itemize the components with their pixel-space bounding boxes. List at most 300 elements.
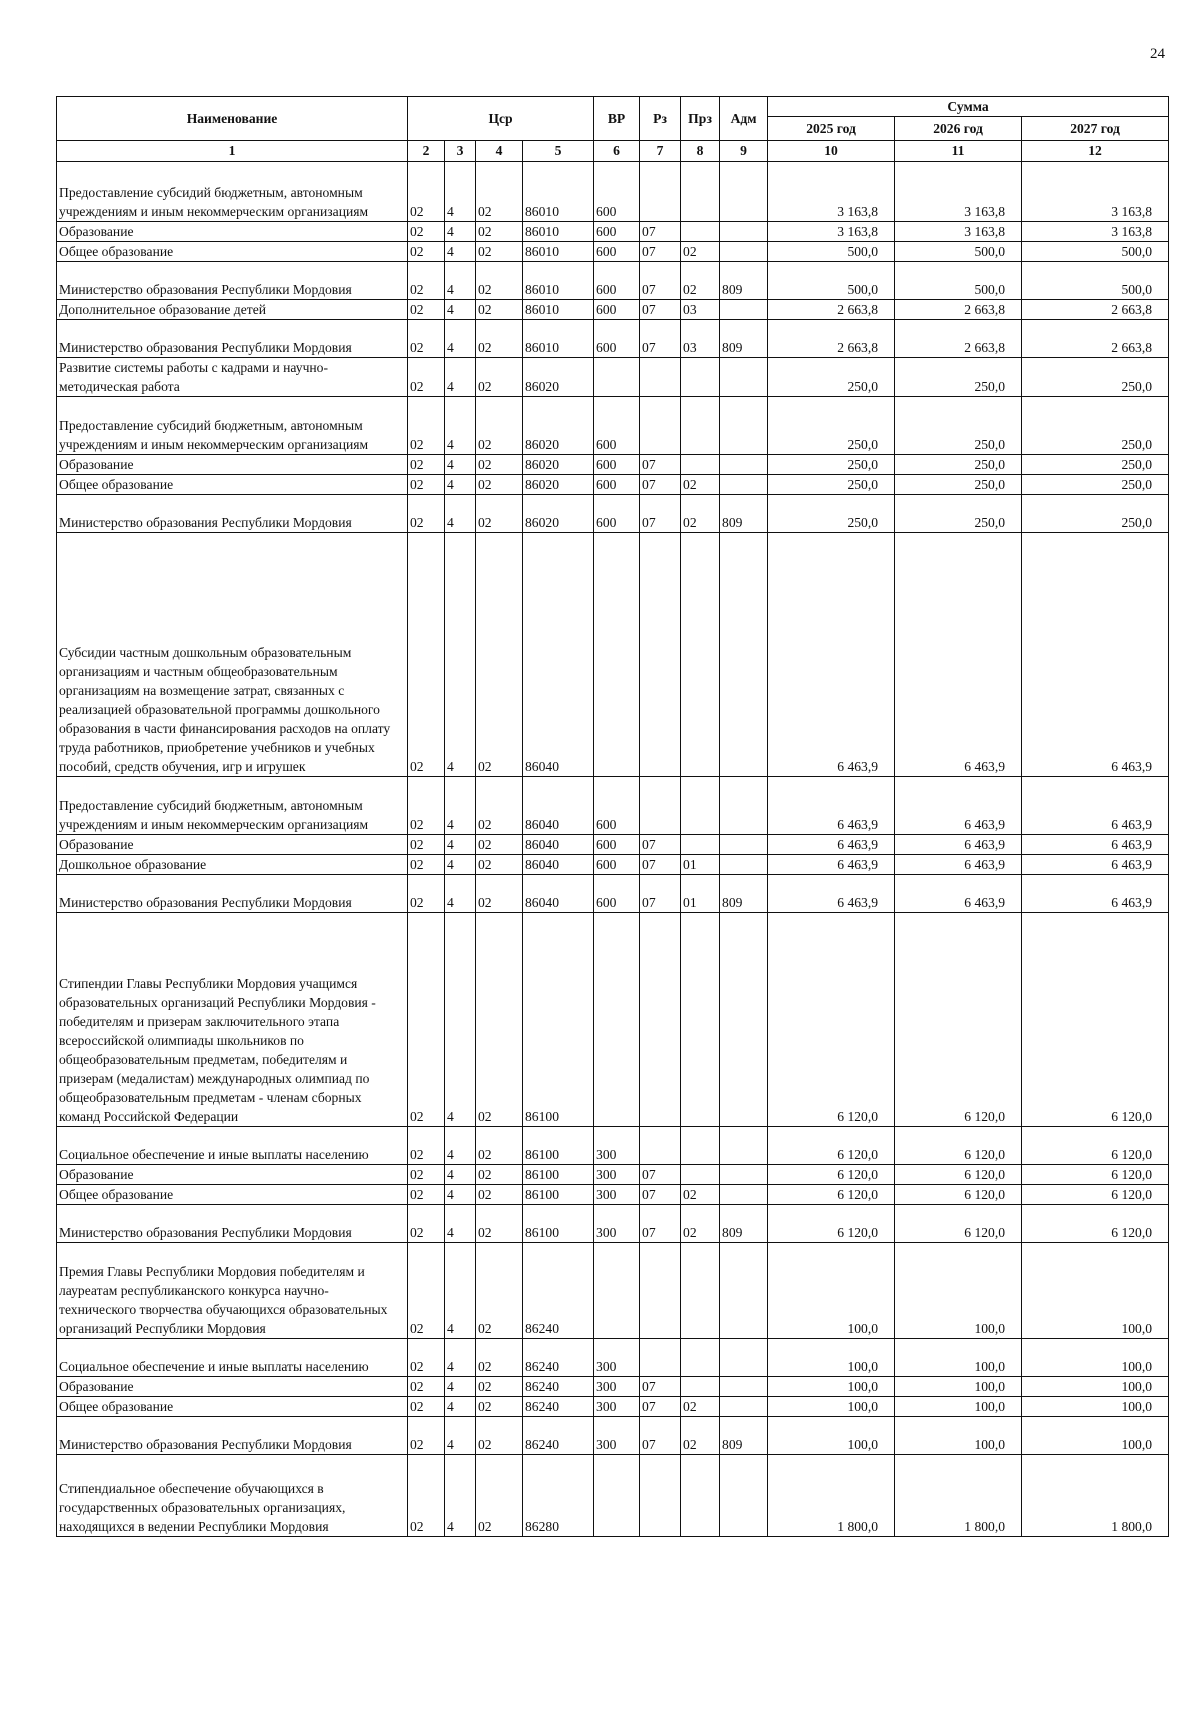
amount-2025: 6 463,9 — [768, 777, 895, 835]
table-row — [57, 397, 1169, 455]
code-prz — [681, 1127, 720, 1165]
code-5: 86020 — [523, 475, 594, 495]
amount-2025: 6 120,0 — [768, 1185, 895, 1205]
amount-2025: 100,0 — [768, 1243, 895, 1339]
row-name: Общее образование — [57, 242, 408, 262]
table-row — [57, 1205, 1169, 1243]
table-row — [57, 1417, 1169, 1455]
code-3: 4 — [445, 777, 476, 835]
code-5: 86040 — [523, 835, 594, 855]
code-rz: 07 — [640, 242, 681, 262]
code-3: 4 — [445, 1417, 476, 1455]
code-4: 02 — [476, 495, 523, 533]
amount-2025: 6 463,9 — [768, 855, 895, 875]
column-number: 10 — [768, 141, 895, 162]
amount-2027: 6 463,9 — [1022, 835, 1169, 855]
code-5: 86040 — [523, 777, 594, 835]
amount-2026: 100,0 — [895, 1377, 1022, 1397]
code-4: 02 — [476, 1205, 523, 1243]
code-2: 02 — [408, 262, 445, 300]
code-3: 4 — [445, 1185, 476, 1205]
code-2: 02 — [408, 1339, 445, 1377]
code-rz: 07 — [640, 1377, 681, 1397]
table-row — [57, 855, 1169, 875]
code-4: 02 — [476, 1455, 523, 1537]
amount-2025: 6 463,9 — [768, 875, 895, 913]
code-3: 4 — [445, 835, 476, 855]
code-prz: 02 — [681, 1205, 720, 1243]
amount-2027: 6 463,9 — [1022, 855, 1169, 875]
code-3: 4 — [445, 358, 476, 397]
column-number: 8 — [681, 141, 720, 162]
code-prz: 02 — [681, 1417, 720, 1455]
amount-2026: 6 120,0 — [895, 1127, 1022, 1165]
code-2: 02 — [408, 358, 445, 397]
row-name: Предоставление субсидий бюджетным, автономным учреждениям и иным некоммерческим организациям — [57, 777, 408, 835]
amount-2026: 3 163,8 — [895, 162, 1022, 222]
amount-2026: 1 800,0 — [895, 1455, 1022, 1537]
code-2: 02 — [408, 1455, 445, 1537]
amount-2027: 6 120,0 — [1022, 1185, 1169, 1205]
code-2: 02 — [408, 1417, 445, 1455]
code-vr: 300 — [594, 1397, 640, 1417]
code-rz: 07 — [640, 1185, 681, 1205]
row-name: Образование — [57, 222, 408, 242]
code-prz — [681, 835, 720, 855]
code-4: 02 — [476, 777, 523, 835]
column-number: 1 — [57, 141, 408, 162]
code-prz — [681, 533, 720, 777]
code-2: 02 — [408, 835, 445, 855]
amount-2027: 100,0 — [1022, 1417, 1169, 1455]
code-rz — [640, 533, 681, 777]
code-5: 86240 — [523, 1377, 594, 1397]
column-number: 11 — [895, 141, 1022, 162]
code-4: 02 — [476, 1417, 523, 1455]
code-adm — [720, 300, 768, 320]
amount-2027: 100,0 — [1022, 1397, 1169, 1417]
table-row — [57, 1377, 1169, 1397]
code-5: 86100 — [523, 1185, 594, 1205]
code-prz: 02 — [681, 262, 720, 300]
code-3: 4 — [445, 495, 476, 533]
code-rz — [640, 913, 681, 1127]
code-vr: 300 — [594, 1377, 640, 1397]
code-vr: 600 — [594, 777, 640, 835]
amount-2027: 2 663,8 — [1022, 320, 1169, 358]
code-2: 02 — [408, 777, 445, 835]
amount-2025: 100,0 — [768, 1377, 895, 1397]
code-5: 86100 — [523, 1127, 594, 1165]
code-4: 02 — [476, 358, 523, 397]
amount-2026: 500,0 — [895, 242, 1022, 262]
code-adm — [720, 397, 768, 455]
header-2027: 2027 год — [1022, 117, 1169, 141]
amount-2026: 250,0 — [895, 475, 1022, 495]
code-vr: 600 — [594, 300, 640, 320]
amount-2026: 100,0 — [895, 1397, 1022, 1417]
amount-2027: 6 120,0 — [1022, 1165, 1169, 1185]
amount-2027: 250,0 — [1022, 358, 1169, 397]
amount-2025: 6 463,9 — [768, 533, 895, 777]
row-name: Общее образование — [57, 1397, 408, 1417]
code-vr: 300 — [594, 1339, 640, 1377]
code-vr: 600 — [594, 320, 640, 358]
amount-2026: 6 120,0 — [895, 1185, 1022, 1205]
code-vr — [594, 1455, 640, 1537]
code-2: 02 — [408, 162, 445, 222]
code-3: 4 — [445, 1243, 476, 1339]
code-2: 02 — [408, 875, 445, 913]
code-4: 02 — [476, 397, 523, 455]
amount-2027: 6 463,9 — [1022, 777, 1169, 835]
code-5: 86040 — [523, 855, 594, 875]
code-prz — [681, 1243, 720, 1339]
code-vr: 300 — [594, 1165, 640, 1185]
amount-2026: 6 120,0 — [895, 1205, 1022, 1243]
amount-2026: 2 663,8 — [895, 320, 1022, 358]
code-5: 86010 — [523, 262, 594, 300]
row-name: Образование — [57, 1165, 408, 1185]
column-number: 3 — [445, 141, 476, 162]
code-prz: 02 — [681, 475, 720, 495]
amount-2026: 6 463,9 — [895, 835, 1022, 855]
code-2: 02 — [408, 1205, 445, 1243]
code-vr — [594, 533, 640, 777]
amount-2025: 6 463,9 — [768, 835, 895, 855]
amount-2025: 100,0 — [768, 1397, 895, 1417]
code-4: 02 — [476, 455, 523, 475]
code-2: 02 — [408, 913, 445, 1127]
amount-2026: 6 463,9 — [895, 875, 1022, 913]
column-number: 6 — [594, 141, 640, 162]
amount-2026: 6 120,0 — [895, 913, 1022, 1127]
code-prz: 03 — [681, 300, 720, 320]
row-name: Министерство образования Республики Мордовия — [57, 320, 408, 358]
code-rz: 07 — [640, 875, 681, 913]
amount-2025: 250,0 — [768, 495, 895, 533]
code-vr — [594, 1243, 640, 1339]
amount-2025: 6 120,0 — [768, 913, 895, 1127]
code-adm — [720, 835, 768, 855]
code-vr: 300 — [594, 1417, 640, 1455]
code-adm — [720, 222, 768, 242]
code-adm — [720, 855, 768, 875]
amount-2027: 3 163,8 — [1022, 162, 1169, 222]
code-5: 86010 — [523, 162, 594, 222]
code-4: 02 — [476, 1339, 523, 1377]
amount-2025: 250,0 — [768, 455, 895, 475]
code-5: 86240 — [523, 1417, 594, 1455]
code-5: 86010 — [523, 300, 594, 320]
code-4: 02 — [476, 320, 523, 358]
column-number: 7 — [640, 141, 681, 162]
code-vr: 600 — [594, 495, 640, 533]
row-name: Министерство образования Республики Мордовия — [57, 1417, 408, 1455]
code-prz: 01 — [681, 855, 720, 875]
code-rz: 07 — [640, 835, 681, 855]
table-row — [57, 1397, 1169, 1417]
table-row — [57, 455, 1169, 475]
code-5: 86040 — [523, 875, 594, 913]
code-5: 86240 — [523, 1339, 594, 1377]
code-prz: 01 — [681, 875, 720, 913]
code-3: 4 — [445, 913, 476, 1127]
code-4: 02 — [476, 533, 523, 777]
code-2: 02 — [408, 1397, 445, 1417]
code-prz — [681, 1339, 720, 1377]
row-name: Социальное обеспечение и иные выплаты населению — [57, 1339, 408, 1377]
row-name: Министерство образования Республики Мордовия — [57, 262, 408, 300]
code-prz — [681, 913, 720, 1127]
code-rz — [640, 777, 681, 835]
code-3: 4 — [445, 855, 476, 875]
code-5: 86020 — [523, 358, 594, 397]
code-adm: 809 — [720, 1417, 768, 1455]
amount-2026: 100,0 — [895, 1339, 1022, 1377]
code-3: 4 — [445, 533, 476, 777]
header-vr: ВР — [594, 97, 640, 141]
code-2: 02 — [408, 397, 445, 455]
code-rz: 07 — [640, 222, 681, 242]
code-adm: 809 — [720, 1205, 768, 1243]
code-vr: 600 — [594, 162, 640, 222]
code-rz — [640, 1339, 681, 1377]
row-name: Социальное обеспечение и иные выплаты населению — [57, 1127, 408, 1165]
table-row — [57, 262, 1169, 300]
code-2: 02 — [408, 455, 445, 475]
column-number: 2 — [408, 141, 445, 162]
amount-2026: 6 463,9 — [895, 855, 1022, 875]
code-vr: 300 — [594, 1205, 640, 1243]
amount-2027: 6 463,9 — [1022, 875, 1169, 913]
code-vr: 600 — [594, 835, 640, 855]
code-prz — [681, 1455, 720, 1537]
code-prz — [681, 777, 720, 835]
code-adm — [720, 777, 768, 835]
code-5: 86040 — [523, 533, 594, 777]
code-rz — [640, 1243, 681, 1339]
code-4: 02 — [476, 875, 523, 913]
amount-2027: 250,0 — [1022, 475, 1169, 495]
header-sum: Сумма — [768, 97, 1169, 117]
code-vr: 600 — [594, 262, 640, 300]
code-4: 02 — [476, 1185, 523, 1205]
row-name: Дополнительное образование детей — [57, 300, 408, 320]
code-5: 86010 — [523, 242, 594, 262]
code-3: 4 — [445, 162, 476, 222]
code-3: 4 — [445, 1377, 476, 1397]
amount-2026: 250,0 — [895, 397, 1022, 455]
table-row — [57, 835, 1169, 855]
code-2: 02 — [408, 242, 445, 262]
code-4: 02 — [476, 300, 523, 320]
amount-2025: 6 120,0 — [768, 1205, 895, 1243]
column-number: 5 — [523, 141, 594, 162]
amount-2025: 6 120,0 — [768, 1127, 895, 1165]
amount-2026: 250,0 — [895, 455, 1022, 475]
row-name: Образование — [57, 835, 408, 855]
amount-2025: 100,0 — [768, 1339, 895, 1377]
amount-2025: 3 163,8 — [768, 222, 895, 242]
code-adm — [720, 1339, 768, 1377]
code-adm — [720, 162, 768, 222]
row-name: Субсидии частным дошкольным образовательным организациям и частным общеобразовательным организациям на возмещение затрат, связанных с реализацией образовательной программы дошкольного образования в части финансирования расходов на оплату труда работников, приобретение учебников и учебных пособий, средств обучения, игр и игрушек — [57, 533, 408, 777]
code-2: 02 — [408, 300, 445, 320]
code-prz: 02 — [681, 1397, 720, 1417]
code-vr: 600 — [594, 875, 640, 913]
row-name: Общее образование — [57, 475, 408, 495]
code-vr — [594, 913, 640, 1127]
code-5: 86020 — [523, 455, 594, 475]
amount-2027: 2 663,8 — [1022, 300, 1169, 320]
amount-2027: 250,0 — [1022, 455, 1169, 475]
amount-2027: 3 163,8 — [1022, 222, 1169, 242]
row-name: Стипендиальное обеспечение обучающихся в государственных образовательных организациях, находящихся в ведении Республики Мордовия — [57, 1455, 408, 1537]
code-adm — [720, 1243, 768, 1339]
code-rz: 07 — [640, 475, 681, 495]
table-row — [57, 875, 1169, 913]
code-adm — [720, 533, 768, 777]
code-rz: 07 — [640, 495, 681, 533]
amount-2026: 3 163,8 — [895, 222, 1022, 242]
code-prz — [681, 1377, 720, 1397]
table-row — [57, 1339, 1169, 1377]
code-rz: 07 — [640, 1205, 681, 1243]
code-rz — [640, 1455, 681, 1537]
amount-2025: 250,0 — [768, 397, 895, 455]
amount-2026: 6 120,0 — [895, 1165, 1022, 1185]
code-5: 86020 — [523, 495, 594, 533]
row-name: Предоставление субсидий бюджетным, автономным учреждениям и иным некоммерческим организациям — [57, 162, 408, 222]
code-5: 86100 — [523, 1205, 594, 1243]
code-vr: 600 — [594, 455, 640, 475]
amount-2026: 250,0 — [895, 358, 1022, 397]
code-4: 02 — [476, 1127, 523, 1165]
column-number: 9 — [720, 141, 768, 162]
amount-2026: 6 463,9 — [895, 777, 1022, 835]
code-3: 4 — [445, 455, 476, 475]
code-3: 4 — [445, 222, 476, 242]
code-prz: 02 — [681, 242, 720, 262]
table-row — [57, 495, 1169, 533]
code-rz: 07 — [640, 262, 681, 300]
row-name: Министерство образования Республики Мордовия — [57, 1205, 408, 1243]
code-3: 4 — [445, 1339, 476, 1377]
amount-2027: 500,0 — [1022, 242, 1169, 262]
code-2: 02 — [408, 533, 445, 777]
code-2: 02 — [408, 475, 445, 495]
code-5: 86020 — [523, 397, 594, 455]
table-row — [57, 1185, 1169, 1205]
row-name: Дошкольное образование — [57, 855, 408, 875]
code-4: 02 — [476, 222, 523, 242]
amount-2026: 500,0 — [895, 262, 1022, 300]
table-row — [57, 222, 1169, 242]
code-adm — [720, 1165, 768, 1185]
amount-2027: 6 463,9 — [1022, 533, 1169, 777]
amount-2027: 6 120,0 — [1022, 1127, 1169, 1165]
code-prz — [681, 162, 720, 222]
code-5: 86010 — [523, 222, 594, 242]
code-4: 02 — [476, 162, 523, 222]
code-adm — [720, 1127, 768, 1165]
header-rz: Рз — [640, 97, 681, 141]
code-prz — [681, 1165, 720, 1185]
code-prz: 02 — [681, 1185, 720, 1205]
code-5: 86240 — [523, 1397, 594, 1417]
amount-2025: 1 800,0 — [768, 1455, 895, 1537]
code-2: 02 — [408, 495, 445, 533]
code-adm: 809 — [720, 495, 768, 533]
table-row — [57, 475, 1169, 495]
amount-2025: 250,0 — [768, 358, 895, 397]
code-adm — [720, 1377, 768, 1397]
amount-2025: 500,0 — [768, 242, 895, 262]
code-adm: 809 — [720, 320, 768, 358]
amount-2027: 100,0 — [1022, 1243, 1169, 1339]
code-vr: 600 — [594, 222, 640, 242]
code-2: 02 — [408, 222, 445, 242]
code-vr: 600 — [594, 855, 640, 875]
header-csr: Цср — [408, 97, 594, 141]
code-4: 02 — [476, 1165, 523, 1185]
amount-2027: 100,0 — [1022, 1377, 1169, 1397]
code-adm — [720, 475, 768, 495]
code-5: 86280 — [523, 1455, 594, 1537]
row-name: Министерство образования Республики Мордовия — [57, 875, 408, 913]
code-3: 4 — [445, 262, 476, 300]
code-2: 02 — [408, 1165, 445, 1185]
code-3: 4 — [445, 1205, 476, 1243]
table-row — [57, 162, 1169, 222]
amount-2026: 250,0 — [895, 495, 1022, 533]
code-5: 86100 — [523, 913, 594, 1127]
amount-2027: 100,0 — [1022, 1339, 1169, 1377]
row-name: Стипендии Главы Республики Мордовия учащимся образовательных организаций Республики Мордовия - победителям и призерам заключительного этапа всероссийской олимпиады школьников по общеобразовательным предметам, победителям и призерам (медалистам) международных олимпиад по общеобразовательным предметам - членам сборных команд Российской Федерации — [57, 913, 408, 1127]
table-row — [57, 1243, 1169, 1339]
amount-2027: 500,0 — [1022, 262, 1169, 300]
page-number: 24 — [1150, 46, 1165, 62]
code-prz — [681, 397, 720, 455]
row-name: Министерство образования Республики Мордовия — [57, 495, 408, 533]
table-body — [57, 162, 1169, 1537]
code-3: 4 — [445, 320, 476, 358]
code-vr: 300 — [594, 1185, 640, 1205]
code-rz: 07 — [640, 320, 681, 358]
amount-2026: 2 663,8 — [895, 300, 1022, 320]
table-row — [57, 1455, 1169, 1537]
code-rz — [640, 162, 681, 222]
code-4: 02 — [476, 913, 523, 1127]
code-3: 4 — [445, 1165, 476, 1185]
code-prz: 02 — [681, 495, 720, 533]
code-adm — [720, 913, 768, 1127]
table-row — [57, 358, 1169, 397]
code-rz: 07 — [640, 1397, 681, 1417]
code-rz: 07 — [640, 855, 681, 875]
table-row — [57, 777, 1169, 835]
code-vr — [594, 358, 640, 397]
amount-2025: 100,0 — [768, 1417, 895, 1455]
code-vr: 600 — [594, 397, 640, 455]
header-2026: 2026 год — [895, 117, 1022, 141]
table-row — [57, 913, 1169, 1127]
code-3: 4 — [445, 1397, 476, 1417]
code-4: 02 — [476, 835, 523, 855]
code-3: 4 — [445, 1455, 476, 1537]
code-2: 02 — [408, 1127, 445, 1165]
